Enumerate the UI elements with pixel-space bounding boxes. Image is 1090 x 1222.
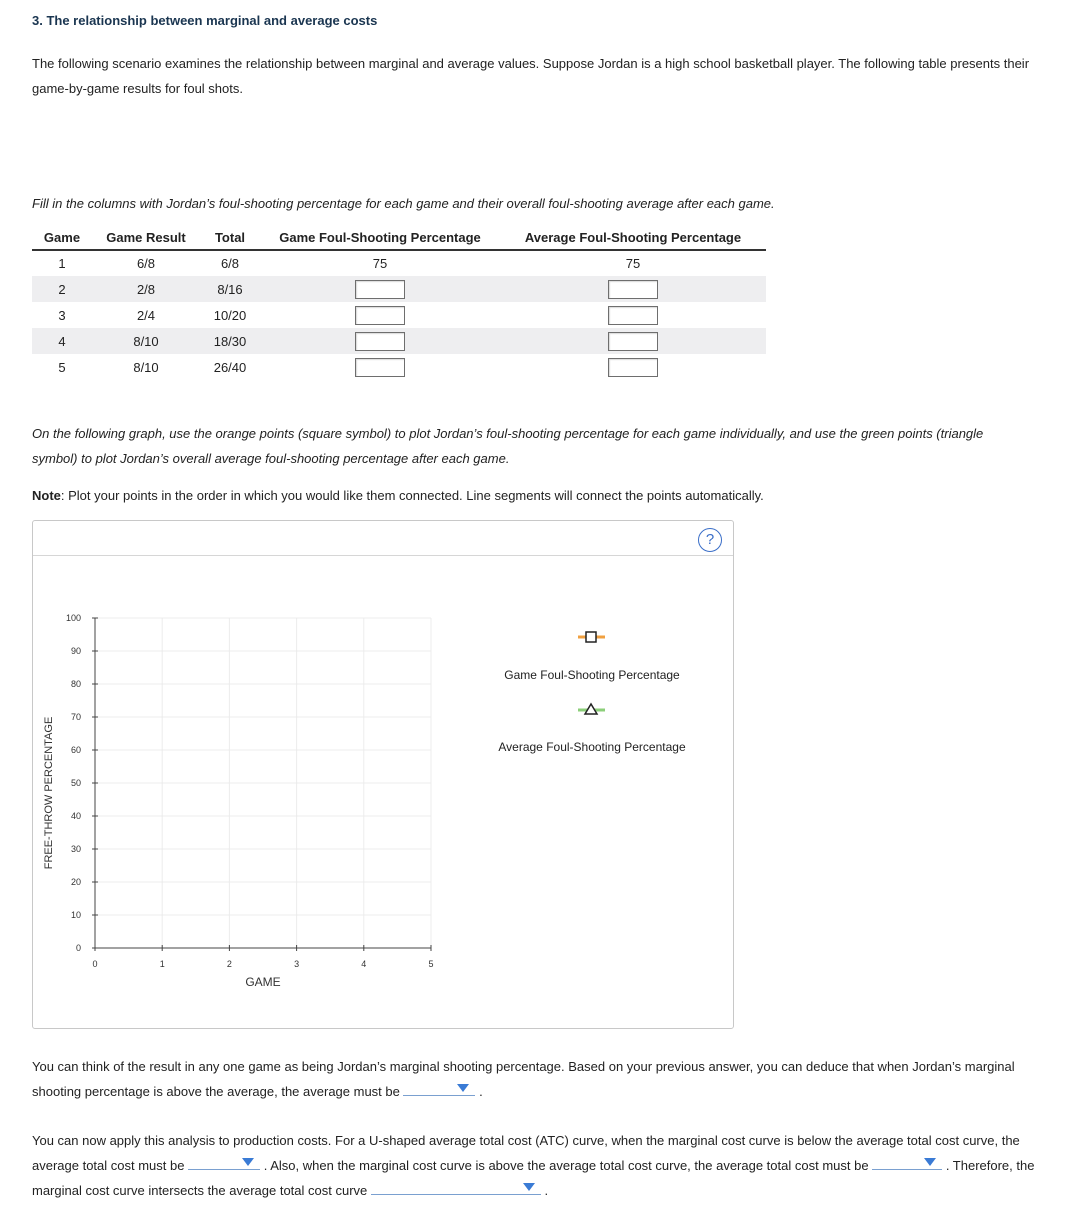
chart-svg[interactable] [33,556,733,1026]
graph-panel [32,520,734,1029]
cell-game-pct-cell [260,302,500,328]
avg-pct-input-5[interactable] [608,358,658,377]
y-tick-label: 90 [70,646,81,656]
cell-result: 2/8 [92,276,200,302]
cell-game: 3 [58,307,66,323]
col-header-game: Game [32,226,92,250]
production-text-2: . Also, when the marginal cost curve is above the average total cost curve, the average total cost must be [263,1158,869,1173]
y-axis-label: FREE-THROW PERCENTAGE [43,716,55,870]
note-label: Note [32,488,61,503]
y-tick-label: 30 [70,844,81,854]
col-header-result: Game Result [92,226,200,250]
atc-above-dropdown[interactable] [872,1154,942,1170]
legend-game-pct-label: Game Foul-Shooting Percentage [504,668,680,682]
y-tick-label: 60 [70,745,81,755]
cell-result: 2/4 [136,307,156,323]
legend-avg-pct-tool[interactable] [578,704,605,714]
graph-instructions: On the following graph, use the orange points (square symbol) to plot Jordan’s foul-shooting percentage for each game individually, and use the green points (triangle symbol) to plot Jordan’s overall average foul-shooting percentage after each game. [32,426,984,466]
cell-avg-pct: 75 [625,256,641,271]
cell-game-pct-cell [260,354,500,380]
avg-pct-input-2[interactable] [608,280,658,299]
intro-paragraph: The following scenario examines the relationship between marginal and average values. Suppose Jordan is a high school basketball player. The following table presents their game-by-game results for foul shots. [32,56,1030,96]
grid-layer [95,618,431,948]
intersection-dropdown[interactable] [371,1179,541,1195]
y-tick-label: 70 [70,712,81,722]
table-row [32,302,766,328]
cell-game-pct-cell [260,328,500,354]
production-question [32,1128,1042,1203]
cell-total: 8/16 [200,276,260,302]
y-tick-label: 20 [70,877,81,887]
cell-game: 1 [58,256,66,271]
cell-result: 8/10 [133,359,159,375]
cell-total: 18/30 [200,328,260,354]
table-row [32,250,766,276]
production-text-3: . Therefore, the marginal cost curve intersects the average total cost curve [32,1158,1035,1198]
cell-game: 4 [32,328,92,354]
production-text-1: You can now apply this analysis to production costs. For a U-shaped average total cost (ATC) curve, when the marginal cost curve is below the average total cost curve, the average total cost must be [32,1133,1020,1173]
cell-game: 2 [32,276,92,302]
cell-game-pct: 75 [372,256,388,271]
cell-avg-pct-cell [500,276,766,302]
chevron-down-icon [242,1158,254,1166]
x-tick-label: 1 [159,959,165,969]
cell-avg-pct-cell [500,328,766,354]
cell-game-pct-cell [260,276,500,302]
x-tick-label: 3 [294,959,300,969]
chevron-down-icon [924,1158,936,1166]
cell-total: 6/8 [220,256,240,271]
col-header-game-pct: Game Foul-Shooting Percentage [260,226,500,250]
help-icon[interactable]: ? [698,528,722,552]
x-tick-label: 5 [428,959,434,969]
y-tick-label: 80 [70,679,81,689]
table-row [32,328,766,354]
game-pct-input-3[interactable] [355,306,405,325]
y-tick-label: 10 [70,910,81,920]
cell-total: 10/20 [213,307,247,323]
note-text [32,483,764,508]
game-pct-input-2[interactable] [355,280,405,299]
legend-avg-pct-label: Average Foul-Shooting Percentage [498,740,686,754]
col-header-avg-pct: Average Foul-Shooting Percentage [500,226,766,250]
y-tick-label: 40 [70,811,81,821]
cell-avg-pct-cell [500,354,766,380]
x-tick-label: 4 [361,959,367,969]
game-pct-input-4[interactable] [355,332,405,351]
cell-avg-pct-cell [500,302,766,328]
marginal-average-dropdown[interactable] [403,1080,475,1096]
marginal-question [32,1054,1042,1104]
x-axis-label: GAME [245,975,281,989]
table-header-row [32,226,766,250]
chevron-down-icon [457,1084,469,1092]
marginal-question-end: . [479,1084,483,1099]
table-instructions: Fill in the columns with Jordan’s foul-shooting percentage for each game and their overall foul-shooting average after each game. [32,196,775,211]
tick-layer [66,613,434,969]
cell-total: 26/40 [213,359,247,375]
game-pct-input-5[interactable] [355,358,405,377]
results-table [32,226,766,380]
y-tick-label: 0 [75,943,81,953]
col-header-total: Total [200,226,260,250]
legend-game-pct-tool[interactable] [578,632,605,642]
marginal-question-text: You can think of the result in any one game as being Jordan’s marginal shooting percentage. Based on your previous answer, you can deduce that when Jordan’s marginal shooting percentage is above the average, the average must be [32,1059,1015,1099]
x-tick-label: 0 [92,959,98,969]
orange-square-marker[interactable] [586,632,596,642]
cell-game: 5 [58,359,66,375]
y-tick-label: 100 [65,613,81,623]
production-text-4: . [544,1183,549,1198]
y-tick-label: 50 [70,778,81,788]
question-heading: 3. The relationship between marginal and average costs [32,13,378,28]
table-row [32,354,766,380]
avg-pct-input-3[interactable] [608,306,658,325]
table-row [32,276,766,302]
note-body: : Plot your points in the order in which you would like them connected. Line segments will connect the points automatically. [60,488,764,503]
x-tick-label: 2 [226,959,232,969]
atc-below-dropdown[interactable] [188,1154,260,1170]
cell-result: 6/8 [136,256,156,271]
chevron-down-icon [523,1183,535,1191]
cell-result: 8/10 [92,328,200,354]
avg-pct-input-4[interactable] [608,332,658,351]
